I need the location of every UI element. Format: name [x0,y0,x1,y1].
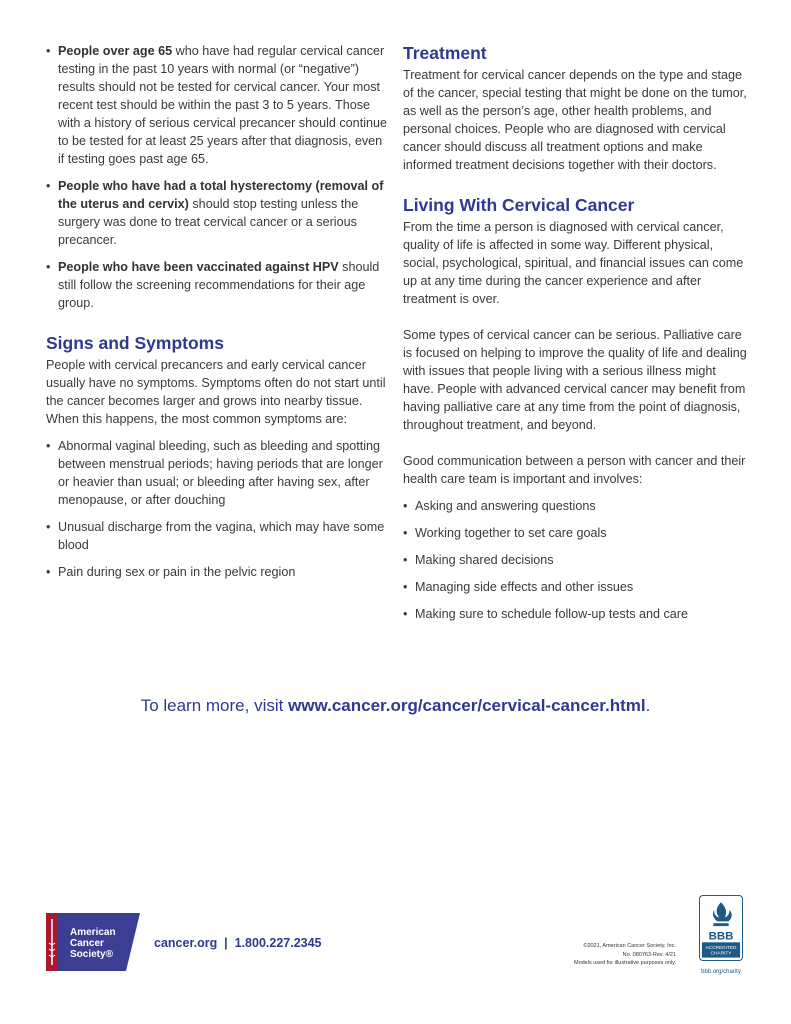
list-item [46,42,391,168]
learn-more-link[interactable]: www.cancer.org/cancer/cervical-cancer.html [288,696,646,715]
living-paragraph: Some types of cervical cancer can be serious. Palliative care is focused on helping to improve the quality of life and dealing with issues that people living with a serious illness might have. People with advanced cervical cancer may benefit from having palliative care at any time from the point of diagnosis, throughout treatment, and beyond. [403,328,747,432]
treatment-heading: Treatment [403,43,487,63]
right-column [403,42,748,632]
svg-text:American: American [70,927,116,938]
living-paragraph: From the time a person is diagnosed with cervical cancer, quality of life is affected in some way. Different physical, social, psychological, spiritual, and financial issues can come up at any time during the cancer experience and after treatment is over. [403,220,744,306]
signs-intro: People with cervical precancers and early cervical cancer usually have no symptoms. Symptoms often do not start until the cancer becomes larger and grows into nearby tissue. When this happens, the most common symptoms are: [46,358,386,426]
list-item: • Asking and answering questions [403,497,748,515]
treatment-text: Treatment for cervical cancer depends on the type and stage of the cancer, special testing that might be done on the tumor, as well as the person’s age, other health problems, and personal choices. People who are diagnosed with cervical cancer should discuss all treatment options and make informed treatment decisions together with their doctors. [403,68,747,172]
doc-number: No. 080763-Rev. 4/21 [622,951,676,958]
bullet-bold: People who have been vaccinated against HPV [58,260,339,274]
svg-text:Society®: Society® [70,949,113,960]
list-item: • Making sure to schedule follow-up tests and care [403,605,748,623]
svg-text:BBB: BBB [708,930,734,943]
learn-more-prefix: To learn more, visit [140,696,289,715]
copyright: ©2021, American Cancer Society, Inc. [583,943,676,949]
contact-info: cancer.org | 1.800.227.2345 [154,936,322,950]
signs-heading: Signs and Symptoms [46,333,224,353]
list-item: • Working together to set care goals [403,524,748,542]
acs-logo [46,913,140,971]
bbb-url[interactable]: bbb.org/charity [701,969,741,975]
list-item: • Making shared decisions [403,551,748,569]
svg-text:CHARITY: CHARITY [710,951,732,957]
list-item: • Unusual discharge from the vagina, which may have some blood [46,518,391,554]
svg-text:Cancer: Cancer [70,938,104,949]
communication-list [403,497,748,623]
bullet-text: who have had regular cervical cancer testing in the past 10 years with normal (or “negative”) results should not be tested for cervical cancer. Your most recent test should be within the past 3 to 5 years. Those with a history of serious cervical precancer should continue to be tested for at least 25 years after that diagnosis, even if testing goes past age 65. [58,44,387,166]
models-note: Models used for illustrative purposes only. [573,960,676,966]
bullet-bold: People over age 65 [58,44,173,58]
screening-bullets [46,42,391,312]
list-item: • Pain during sex or pain in the pelvic region [46,563,391,581]
list-item: • Managing side effects and other issues [403,578,748,596]
list-item [46,258,391,312]
svg-text:ACCREDITED: ACCREDITED [705,946,737,951]
list-item [46,177,391,249]
symptoms-list [46,437,391,581]
left-column [46,42,391,590]
legal-text [540,942,676,968]
bullet-text: should stop testing unless the surgery was done to treat cervical cancer or a serious precancer. [58,197,359,247]
living-paragraph: Good communication between a person with cancer and their health care team is important and involves: [403,454,746,486]
bbb-logo [699,895,743,961]
living-heading: Living With Cervical Cancer [403,195,635,215]
bullet-text: should still follow the screening recommendations for their age group. [58,260,380,310]
bullet-bold: People who have had a total hysterectomy (removal of the uterus and cervix) [58,179,384,211]
list-item: • Abnormal vaginal bleeding, such as bleeding and spotting between menstrual periods; having periods that are longer or heavier than usual; or bleeding after having sex, after menopause, or after douching [46,437,391,509]
learn-more [0,697,791,715]
learn-more-suffix: . [645,696,651,715]
